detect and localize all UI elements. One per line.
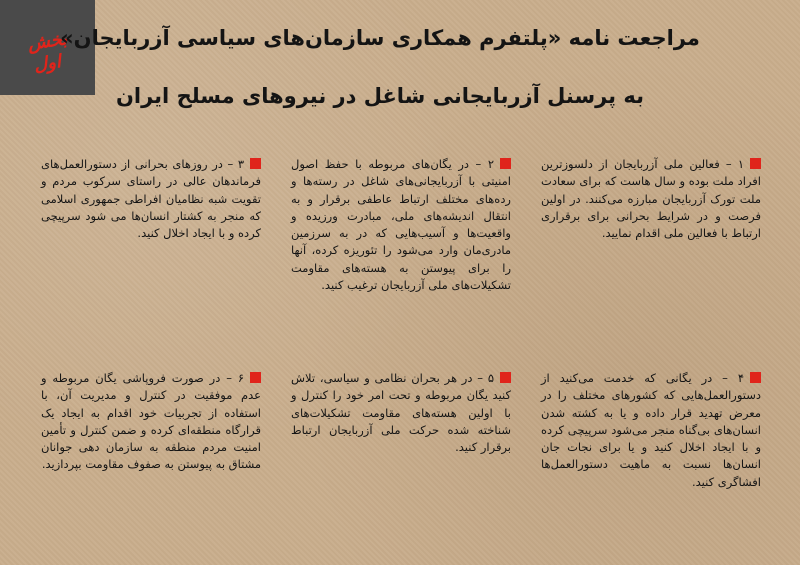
list-item-3 — [41, 156, 261, 242]
red-square-icon — [250, 158, 261, 169]
list-item-1 — [541, 156, 761, 242]
list-item-5 — [291, 370, 511, 456]
list-item-2 — [291, 156, 511, 294]
page-title: مراجعت نامه «پلتفرم همکاری سازمان‌های سیاسی آزربایجان» — [60, 26, 700, 50]
item-text: ۴ – در یگانی که خدمت می‌کنید از دستورالعمل‌هایی که کشورهای مختلف را در معرض تهدید قرار داده و یا به کشته شدن انسان‌های بی‌گناه منجر می‌شود سرپیچی کرده و با ایجاد اخلال کنید و یا برای نجات جان انسان‌ها نسبت به ماهیت دستورالعمل‌ها افشاگری کنید. — [541, 371, 761, 489]
item-text: ۵ – در هر بحران نظامی و سیاسی، تلاش کنید یگان مربوطه و تحت امر خود را کنترل و با اولین هسته‌های مقاومت تشکیلات‌های شناخته شده حرکت ملی آزربایجان ارتباط برقرار کنید. — [291, 371, 511, 455]
badge-line-1: بخش — [26, 28, 69, 55]
list-item-6 — [41, 370, 261, 474]
red-square-icon — [500, 372, 511, 383]
item-text: ۶ – در صورت فروپاشی یگان مربوطه و عدم موفقیت در کنترل و مدیریت آن، با استفاده از تجربیات خود اقدام به ایجاد یک قرارگاه منطقه‌ای کرده و ضمن کنترل و تأمین امنیت مردم منطقه به سازمان دهی جوانان مشتاق به پیوستن به صفوف مقاومت بپردازید. — [41, 371, 261, 472]
list-item-4 — [541, 370, 761, 491]
red-square-icon — [750, 158, 761, 169]
item-text: ۱ – فعالین ملی آزربایجان از دلسوزترین افراد ملت بوده و سال هاست که برای سعادت ملت تورک آزربایجان مبارزه می‌کنند. در اولین فرصت و در شرایط بحرانی برای برقراری ارتباط با فعالین ملی اقدام نمایید. — [541, 157, 761, 241]
red-square-icon — [250, 372, 261, 383]
item-text: ۲ – در یگان‌های مربوطه با حفظ اصول امنیتی با آزربایجانی‌های شاغل در رسته‌ها و رده‌های مختلف ارتباط عاطفی برقرار و به انتقال اندیشه‌های ملی، مبادرت ورزیده و واقعیت‌ها و آسیب‌هایی که در به سرزمین مادری‌مان وارد می‌شود را تئوریزه کرده، آنها را برای پیوستن به هسته‌های مقاومت تشکیلات‌های ملی آزربایجان ترغیب کنید. — [291, 157, 511, 293]
badge-line-2: اول — [32, 51, 63, 76]
page-subtitle: به پرسنل آزربایجانی شاغل در نیروهای مسلح ایران — [115, 84, 644, 108]
red-square-icon — [500, 158, 511, 169]
item-text: ۳ – در روزهای بحرانی از دستورالعمل‌های فرماندهان عالی در راستای سرکوب مردم و تقویت شبه نظامیان افراطی جمهوری اسلامی که منجر به کشتار انسان‌ها می شود سرپیچی کرده و با ایجاد اخلال کنید. — [41, 157, 261, 241]
red-square-icon — [750, 372, 761, 383]
